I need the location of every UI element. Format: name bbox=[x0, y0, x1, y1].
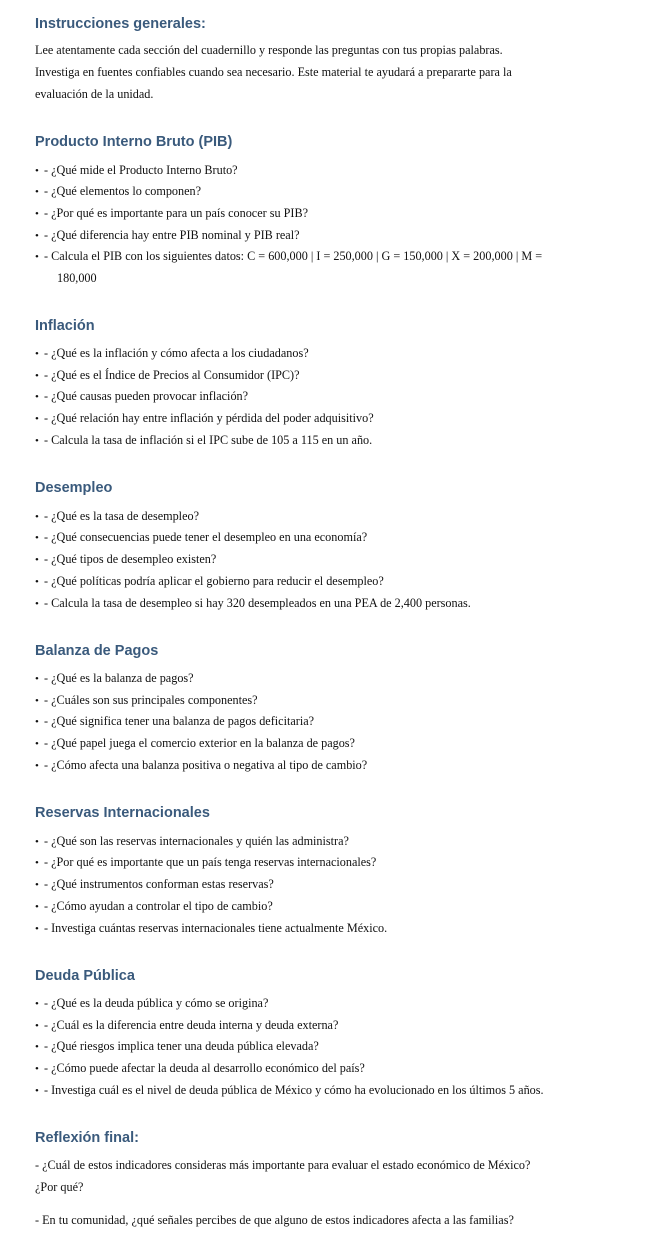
list-item: • - ¿Qué son las reservas internacionales y quién las administra? bbox=[35, 830, 349, 853]
reflection-question: - ¿Cuál de estos indicadores consideras más importante para evaluar el estado económico de México? bbox=[35, 1158, 531, 1172]
bullet-icon: • bbox=[35, 857, 39, 869]
bullet-icon: • bbox=[35, 1063, 39, 1075]
reflection-question-continuation: ¿Por qué? bbox=[35, 1180, 84, 1194]
list-item: • - ¿Qué consecuencias puede tener el desempleo en una economía? bbox=[35, 526, 367, 549]
bullet-icon: • bbox=[35, 532, 39, 544]
list-item: • - ¿Qué es la balanza de pagos? bbox=[35, 667, 194, 690]
section-title-pib: Producto Interno Bruto (PIB) bbox=[35, 134, 233, 150]
list-item: • - ¿Qué mide el Producto Interno Bruto? bbox=[35, 159, 238, 182]
list-item: • - ¿Por qué es importante que un país tenga reservas internacionales? bbox=[35, 851, 376, 874]
bullet-icon: • bbox=[35, 738, 39, 750]
bullet-icon: • bbox=[35, 348, 39, 360]
bullet-icon: • bbox=[35, 186, 39, 198]
bullet-icon: • bbox=[35, 413, 39, 425]
bullet-icon: • bbox=[35, 576, 39, 588]
bullet-icon: • bbox=[35, 901, 39, 913]
list-item: • - ¿Qué instrumentos conforman estas reservas? bbox=[35, 873, 274, 896]
list-item: • - ¿Qué es el Índice de Precios al Consumidor (IPC)? bbox=[35, 364, 300, 387]
bullet-icon: • bbox=[35, 716, 39, 728]
list-item: • - ¿Cómo puede afectar la deuda al desarrollo económico del país? bbox=[35, 1057, 365, 1080]
bullet-icon: • bbox=[35, 879, 39, 891]
bullet-icon: • bbox=[35, 435, 39, 447]
bullet-icon: • bbox=[35, 998, 39, 1010]
bullet-icon: • bbox=[35, 673, 39, 685]
bullet-icon: • bbox=[35, 1085, 39, 1097]
section-title-reservas: Reservas Internacionales bbox=[35, 805, 210, 821]
list-item: • - ¿Qué papel juega el comercio exterior en la balanza de pagos? bbox=[35, 732, 355, 755]
list-item: • - Calcula el PIB con los siguientes datos: C = 600,000 | I = 250,000 | G = 150,000 | X = 200,000 | M = bbox=[35, 245, 542, 268]
list-item: • - ¿Cómo ayudan a controlar el tipo de cambio? bbox=[35, 895, 273, 918]
bullet-icon: • bbox=[35, 923, 39, 935]
list-item: • - ¿Qué riesgos implica tener una deuda pública elevada? bbox=[35, 1035, 319, 1058]
bullet-icon: • bbox=[35, 391, 39, 403]
section-title-deuda: Deuda Pública bbox=[35, 968, 135, 984]
bullet-icon: • bbox=[35, 598, 39, 610]
intro-line: Lee atentamente cada sección del cuadernillo y responde las preguntas con tus propias palabras. bbox=[35, 43, 503, 57]
bullet-icon: • bbox=[35, 208, 39, 220]
list-item: • - Investiga cuántas reservas internacionales tiene actualmente México. bbox=[35, 917, 387, 940]
bullet-icon: • bbox=[35, 695, 39, 707]
section-title-desempleo: Desempleo bbox=[35, 480, 113, 496]
bullet-icon: • bbox=[35, 836, 39, 848]
list-item: • - ¿Qué relación hay entre inflación y pérdida del poder adquisitivo? bbox=[35, 407, 374, 430]
intro-title: Instrucciones generales: bbox=[35, 16, 206, 32]
list-item: • - ¿Qué diferencia hay entre PIB nominal y PIB real? bbox=[35, 224, 300, 247]
list-item: • - ¿Qué tipos de desempleo existen? bbox=[35, 548, 216, 571]
list-item: • - ¿Por qué es importante para un país conocer su PIB? bbox=[35, 202, 308, 225]
bullet-icon: • bbox=[35, 1020, 39, 1032]
list-item: • - ¿Qué es la inflación y cómo afecta a los ciudadanos? bbox=[35, 342, 309, 365]
list-item: • - ¿Qué causas pueden provocar inflación? bbox=[35, 385, 248, 408]
bullet-icon: • bbox=[35, 230, 39, 242]
list-item: • - ¿Cuáles son sus principales componentes? bbox=[35, 689, 258, 712]
list-item: • - Investiga cuál es el nivel de deuda pública de México y cómo ha evolucionado en los últimos 5 años. bbox=[35, 1079, 544, 1102]
reflection-title: Reflexión final: bbox=[35, 1130, 139, 1146]
list-item: • - ¿Qué elementos lo componen? bbox=[35, 180, 201, 203]
list-item-continuation: 180,000 bbox=[57, 271, 97, 285]
reflection-question: - En tu comunidad, ¿qué señales percibes de que alguno de estos indicadores afecta a las familias? bbox=[35, 1213, 514, 1227]
intro-line: evaluación de la unidad. bbox=[35, 87, 154, 101]
list-item: • - Calcula la tasa de inflación si el IPC sube de 105 a 115 en un año. bbox=[35, 429, 372, 452]
bullet-icon: • bbox=[35, 370, 39, 382]
list-item: • - ¿Qué significa tener una balanza de pagos deficitaria? bbox=[35, 710, 314, 733]
list-item: • - ¿Cuál es la diferencia entre deuda interna y deuda externa? bbox=[35, 1014, 338, 1037]
bullet-icon: • bbox=[35, 511, 39, 523]
list-item: • - Calcula la tasa de desempleo si hay 320 desempleados en una PEA de 2,400 personas. bbox=[35, 592, 471, 615]
section-title-inflacion: Inflación bbox=[35, 318, 95, 334]
list-item: • - ¿Qué es la tasa de desempleo? bbox=[35, 505, 199, 528]
intro-line: Investiga en fuentes confiables cuando sea necesario. Este material te ayudará a prepararte para la bbox=[35, 65, 512, 79]
list-item: • - ¿Qué es la deuda pública y cómo se origina? bbox=[35, 992, 268, 1015]
bullet-icon: • bbox=[35, 165, 39, 177]
list-item: • - ¿Cómo afecta una balanza positiva o negativa al tipo de cambio? bbox=[35, 754, 367, 777]
bullet-icon: • bbox=[35, 1041, 39, 1053]
list-item: • - ¿Qué políticas podría aplicar el gobierno para reducir el desempleo? bbox=[35, 570, 384, 593]
bullet-icon: • bbox=[35, 554, 39, 566]
bullet-icon: • bbox=[35, 251, 39, 263]
bullet-icon: • bbox=[35, 760, 39, 772]
section-title-balanza: Balanza de Pagos bbox=[35, 643, 159, 659]
